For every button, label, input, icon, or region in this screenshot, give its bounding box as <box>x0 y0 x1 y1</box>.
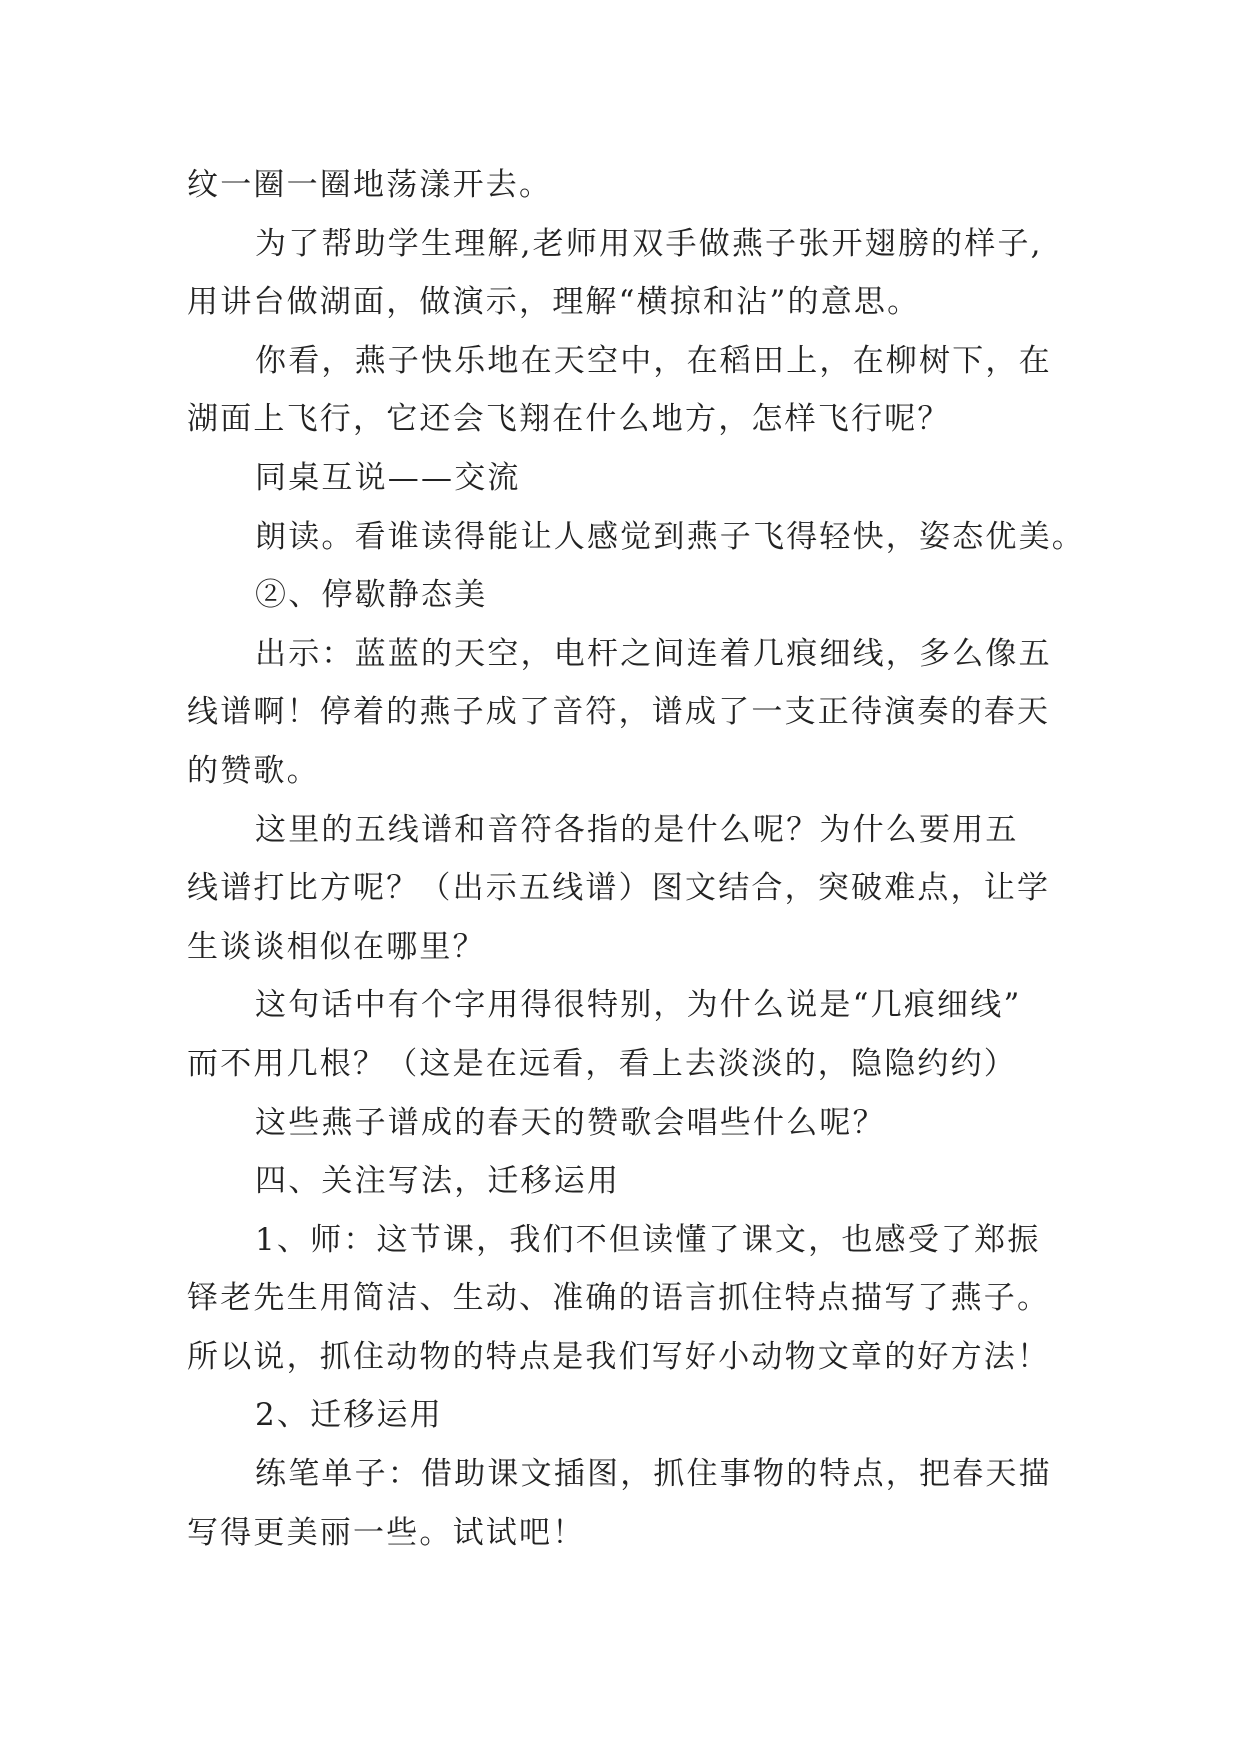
text-line: 写得更美丽一些。试试吧！ <box>187 1514 586 1551</box>
text-line: 朗读。看谁读得能让人感觉到燕子飞得轻快，姿态优美。 <box>255 518 1085 555</box>
text-line: 生谈谈相似在哪里？ <box>187 928 486 965</box>
text-line: 这里的五线谱和音符各指的是什么呢？为什么要用五 <box>255 811 1019 848</box>
text-line: 线谱啊！停着的燕子成了音符，谱成了一支正待演奏的春天 <box>187 694 1051 731</box>
text-line: 为了帮助学生理解,老师用双手做燕子张开翅膀的样子, <box>255 225 1043 262</box>
text-line: 湖面上飞行，它还会飞翔在什么地方，怎样飞行呢？ <box>187 401 951 438</box>
section-heading: 四、关注写法，迁移运用 <box>255 1163 621 1200</box>
document-body <box>187 156 1087 1562</box>
text-line: 用讲台做湖面，做演示，理解“横掠和沾”的意思。 <box>187 284 921 321</box>
text-line: 铎老先生用简洁、生动、准确的语言抓住特点描写了燕子。 <box>187 1280 1051 1317</box>
text-line: 的赞歌。 <box>187 752 320 789</box>
text-line: 这句话中有个字用得很特别，为什么说是“几痕细线” <box>255 987 1022 1024</box>
text-line: 而不用几根？（这是在远看，看上去淡淡的，隐隐约约） <box>187 1045 1017 1082</box>
text-line: 练笔单子：借助课文插图，抓住事物的特点，把春天描 <box>255 1456 1052 1493</box>
section-heading: 2、迁移运用 <box>255 1397 443 1434</box>
text-line: 纹一圈一圈地荡漾开去。 <box>187 167 553 203</box>
text-line: 同桌互说——交流 <box>255 459 521 496</box>
text-line: 出示：蓝蓝的天空，电杆之间连着几痕细线，多么像五 <box>255 635 1052 672</box>
text-line: 所以说，抓住动物的特点是我们写好小动物文章的好方法！ <box>187 1338 1051 1375</box>
text-line: 这些燕子谱成的春天的赞歌会唱些什么呢？ <box>255 1104 886 1141</box>
text-line: 线谱打比方呢？（出示五线谱）图文结合，突破难点，让学 <box>187 870 1051 907</box>
text-line: 你看，燕子快乐地在天空中，在稻田上，在柳树下，在 <box>255 342 1052 379</box>
text-line: 1、师：这节课，我们不但读懂了课文，也感受了郑振 <box>255 1221 1041 1258</box>
section-heading: ②、停歇静态美 <box>255 577 488 614</box>
